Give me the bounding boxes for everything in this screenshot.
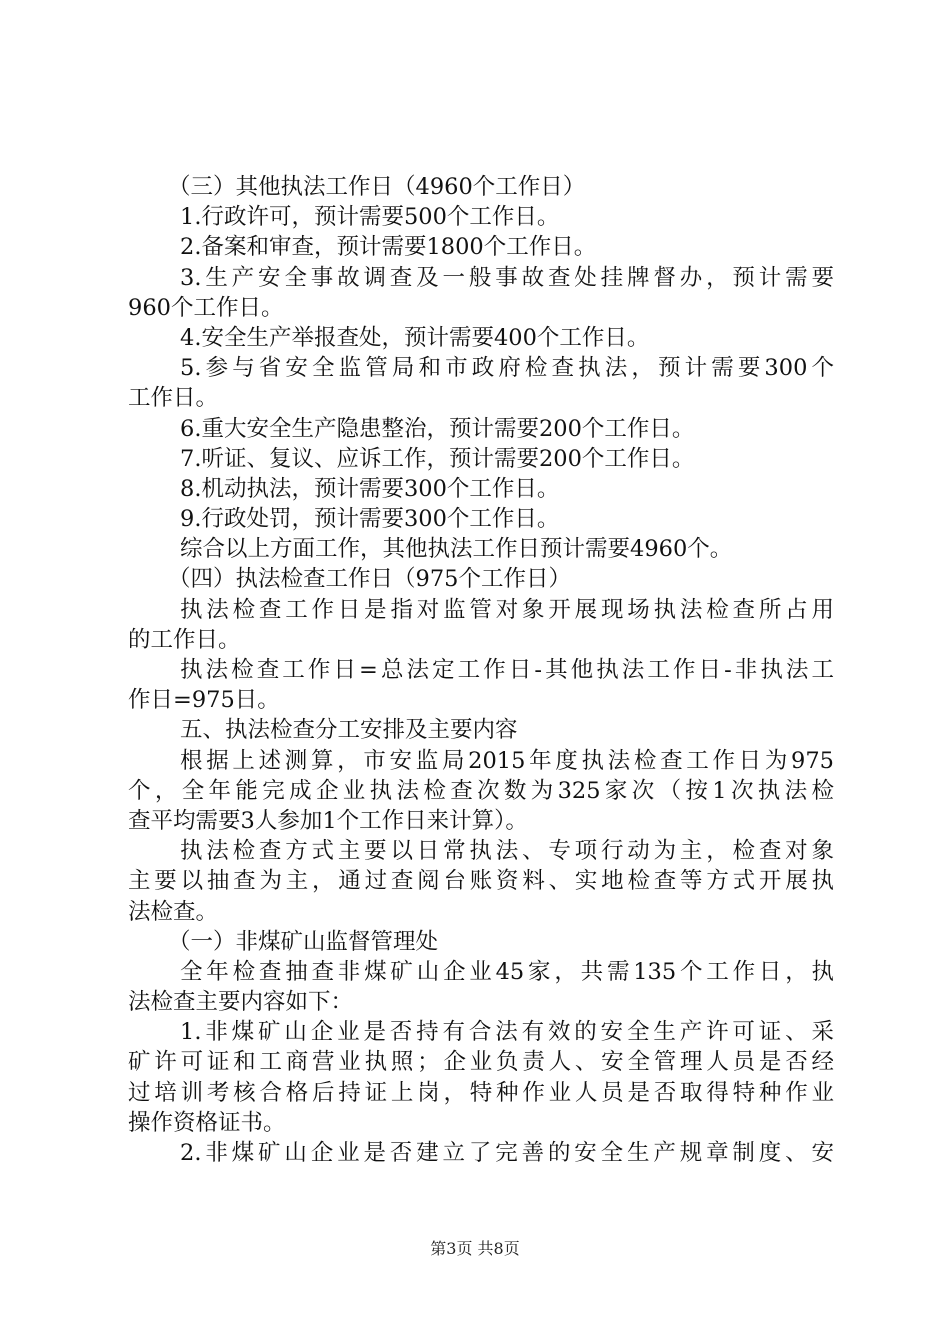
text-line: （三）其他执法工作日（4960个工作日）	[168, 174, 586, 200]
text-line: 5.参与省安全监管局和市政府检查执法，预计需要300个	[180, 355, 834, 382]
text-line: 7.听证、复议、应诉工作，预计需要200个工作日。	[180, 445, 695, 472]
text-line: 作日=975日。	[128, 687, 280, 714]
text-line: 根据上述测算，市安监局2015年度执法检查工作日为975	[180, 747, 834, 774]
text-line: 3.生产安全事故调查及一般事故查处挂牌督办，预计需要	[180, 264, 834, 291]
text-line: 6.重大安全生产隐患整治，预计需要200个工作日。	[180, 415, 695, 442]
text-line: 的工作日。	[128, 626, 241, 653]
text-line: 全年检查抽查非煤矿山企业45家，共需135个工作日，执	[180, 958, 834, 985]
text-line: 五、执法检查分工安排及主要内容	[180, 717, 518, 744]
text-line: 8.机动执法，预计需要300个工作日。	[180, 475, 560, 502]
text-line: 1.行政许可，预计需要500个工作日。	[180, 204, 560, 231]
text-line: 工作日。	[128, 385, 219, 412]
text-line: 操作资格证书。	[128, 1109, 286, 1136]
document-body	[128, 172, 834, 1168]
text-line: 过培训考核合格后持证上岗，特种作业人员是否取得特种作业	[128, 1079, 834, 1106]
text-line: 2.非煤矿山企业是否建立了完善的安全生产规章制度、安	[180, 1140, 834, 1166]
text-line: 960个工作日。	[128, 294, 284, 321]
text-line: 9.行政处罚，预计需要300个工作日。	[180, 506, 560, 533]
text-line: 执法检查工作日=总法定工作日-其他执法工作日-非执法工	[180, 657, 834, 683]
text-line: 查平均需要3人参加1个工作日来计算）。	[128, 807, 528, 834]
text-line: 法检查。	[128, 898, 219, 925]
text-line: 执法检查方式主要以日常执法、专项行动为主，检查对象	[180, 838, 834, 865]
text-line: 1.非煤矿山企业是否持有合法有效的安全生产许可证、采	[180, 1019, 834, 1046]
text-line: 主要以抽查为主，通过查阅台账资料、实地检查等方式开展执	[128, 868, 834, 895]
page-footer: 第3页 共8页	[430, 1239, 520, 1258]
text-line: （四）执法检查工作日（975个工作日）	[168, 566, 571, 593]
text-line: 执法检查工作日是指对监管对象开展现场执法检查所占用	[180, 596, 834, 623]
text-line: 法检查主要内容如下：	[128, 989, 354, 1016]
text-line: 综合以上方面工作，其他执法工作日预计需要4960个。	[180, 536, 733, 563]
text-line: 2.备案和审查，预计需要1800个工作日。	[180, 234, 597, 261]
text-line: 矿许可证和工商营业执照；企业负责人、安全管理人员是否经	[128, 1049, 834, 1076]
text-line: 个，全年能完成企业执法检查次数为325家次（按1次执法检	[128, 777, 834, 804]
text-line: 4.安全生产举报查处，预计需要400个工作日。	[180, 324, 650, 351]
text-line: （一）非煤矿山监督管理处	[168, 928, 439, 955]
